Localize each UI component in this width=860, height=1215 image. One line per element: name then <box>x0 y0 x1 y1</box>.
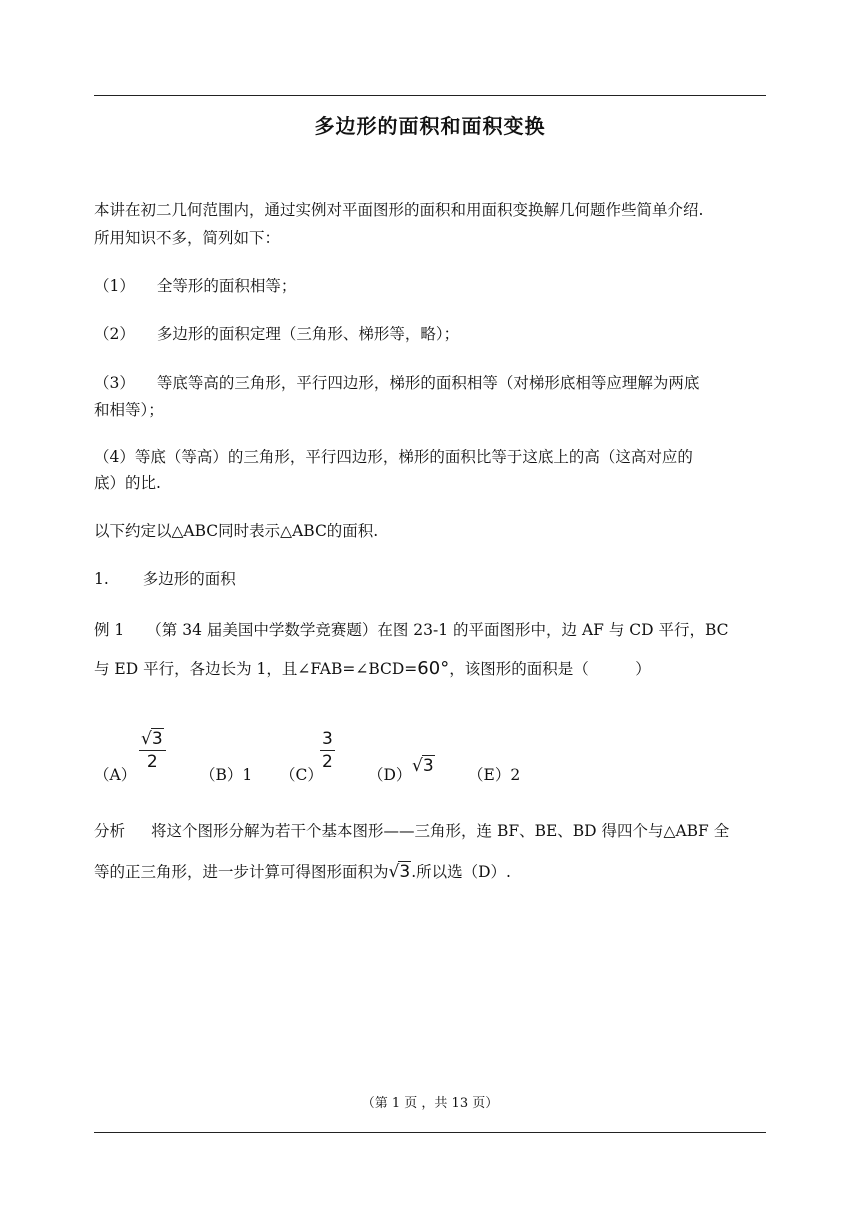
option-c-numerator: 3 <box>322 729 333 749</box>
intro-line-1: 本讲在初二几何范围内，通过实例对平面图形的面积和用面积变换解几何题作些简单介绍. <box>94 201 704 219</box>
list-item-3-continuation: 和相等）； <box>94 401 164 419</box>
analysis-radicand: 3 <box>399 862 411 882</box>
option-d-radicand: 3 <box>422 756 434 776</box>
list-item-2 <box>94 324 766 344</box>
example-text: 与 ED 平行，各边长为 1，且∠FAB=∠BCD= <box>94 660 418 678</box>
option-c-fraction <box>320 730 335 771</box>
analysis-line-1 <box>94 821 766 841</box>
analysis-text: 等的正三角形，进一步计算可得图形面积为 <box>94 863 389 881</box>
option-d-root: √3 <box>412 756 434 776</box>
list-item-1 <box>94 276 766 296</box>
list-item-text: 等底（等高）的三角形，平行四边形，梯形的面积比等于这底上的高（这高对应的 <box>134 448 693 466</box>
option-c-denominator: 2 <box>322 752 333 772</box>
section-number: 1. <box>94 570 109 588</box>
list-item-3 <box>94 373 766 393</box>
intro-line-2: 所用知识不多，简列如下： <box>94 229 281 247</box>
convention-line: 以下约定以△ABC同时表示△ABC的面积. <box>94 522 379 540</box>
list-item-text: 等底等高的三角形，平行四边形，梯形的面积相等（对梯形底相等应理解为两底 <box>156 374 700 392</box>
list-item-4 <box>94 447 766 467</box>
example-label: 例 1 <box>94 621 125 639</box>
list-item-text: 全等形的面积相等； <box>156 277 297 295</box>
option-d-label: （D） <box>368 766 412 784</box>
analysis-text: 将这个图形分解为若干个基本图形——三角形，连 BF、BE、BD 得四个与△ABF 全 <box>151 822 730 840</box>
list-item-number: （4） <box>94 448 135 466</box>
option-a-radicand: 3 <box>151 729 163 749</box>
header-rule <box>94 95 766 96</box>
example-text: ，该图形的面积是（ ） <box>449 660 651 678</box>
option-e: （E）2 <box>468 766 521 784</box>
example-line-1 <box>94 620 766 640</box>
list-item-4-continuation: 底）的比. <box>94 474 161 492</box>
list-item-number: （1） <box>94 277 135 295</box>
analysis-root: √3 <box>388 862 411 882</box>
analysis-line-2 <box>94 862 766 882</box>
list-item-number: （2） <box>94 325 135 343</box>
option-a-label: （A） <box>94 766 137 784</box>
list-item-number: （3） <box>94 374 135 392</box>
option-a-fraction: $\frac{√3}{2}$ <box>139 730 166 771</box>
analysis-text: .所以选（D）. <box>411 863 511 881</box>
section-title: 多边形的面积 <box>142 570 236 588</box>
option-b: （B）1 <box>200 766 253 784</box>
answer-options <box>94 730 766 790</box>
angle-value: 60° <box>417 658 450 679</box>
list-item-text: 多边形的面积定理（三角形、梯形等，略）； <box>156 325 460 343</box>
option-a-denominator: 2 <box>146 752 158 772</box>
document-title: 多边形的面积和面积变换 <box>314 114 546 138</box>
footer-rule <box>94 1132 766 1133</box>
page-footer: （第 1 页 ，共 13 页） <box>361 1096 499 1111</box>
analysis-label: 分析 <box>94 822 126 840</box>
section-heading <box>94 569 766 589</box>
option-c-label: （C） <box>280 766 323 784</box>
example-text: （第 34 届美国中学数学竞赛题）在图 23-1 的平面图形中，边 AF 与 CD 平行，BC <box>146 621 729 639</box>
example-line-2 <box>94 659 766 679</box>
